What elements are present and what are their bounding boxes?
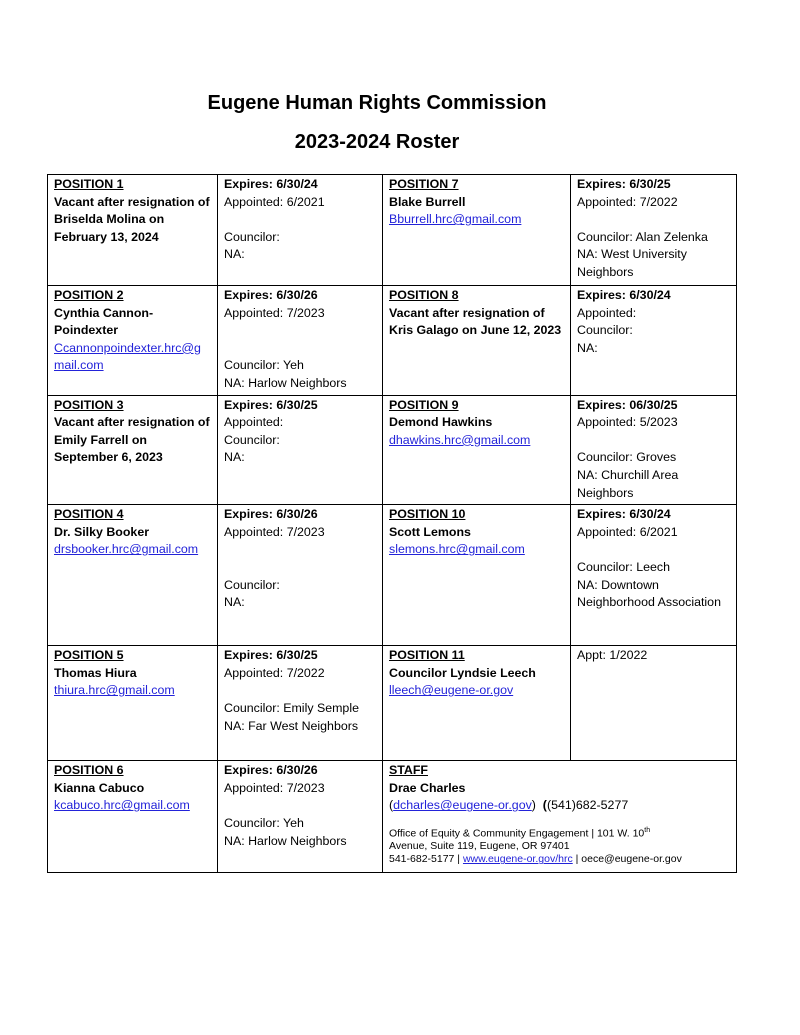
member-name: Vacant after resignation of Kris Galago on June 12, 2023 [389,305,562,338]
councilor-text: Councilor: Yeh [224,358,304,373]
na-text: NA: Downtown Neighborhood Association [577,577,721,610]
office-contact-line [389,853,730,866]
term-cell [571,175,737,286]
member-cell [383,175,571,286]
term-cell [571,505,737,646]
councilor-text: Councilor: Alan Zelenka [577,229,708,244]
na-text: NA: [224,450,245,465]
table-row [48,761,737,873]
position-label: POSITION 8 [389,288,459,302]
member-cell [48,646,218,761]
appointed-text: Appointed: 7/2022 [224,665,325,680]
office-email: | oece@eugene-or.gov [575,853,682,866]
member-cell [383,395,571,505]
staff-phone: (541)682-5277 [546,798,629,813]
table-row [48,646,737,761]
member-cell [48,505,218,646]
councilor-text: Councilor: Yeh [224,815,304,830]
staff-cell [383,761,737,873]
councilor-text: Councilor: [577,323,633,338]
member-email-link[interactable]: lleech@eugene-or.gov [389,683,514,698]
expires-text: Expires: 6/30/24 [577,507,671,522]
member-email-link[interactable]: kcabuco.hrc@gmail.com [54,798,190,813]
position-label: POSITION 2 [54,288,124,302]
appointed-text: Appointed: [577,305,637,320]
member-name: Dr. Silky Booker [54,524,150,539]
staff-heading: STAFF [389,763,428,778]
term-cell [218,175,383,286]
councilor-text: Councilor: [224,432,280,447]
appointed-text: Appt: 1/2022 [577,648,648,663]
office-phone: 541-682-5177 | [389,853,461,866]
page-subtitle: 2023-2024 Roster [294,131,460,153]
table-row [48,395,737,505]
member-name: Vacant after resignation of Briselda Molina on February 13, 2024 [54,194,210,244]
councilor-text: Councilor: Groves [577,450,677,465]
position-label: POSITION 3 [54,397,124,412]
expires-text: Expires: 6/30/26 [224,763,318,778]
na-text: NA: Harlow Neighbors [224,375,347,390]
office-address-line1: Office of Equity & Community Engagement | 101 W. 10th [389,826,651,840]
member-name: Demond Hawkins [389,415,493,430]
member-email-link[interactable]: thiura.hrc@gmail.com [54,683,175,698]
term-cell [218,646,383,761]
member-cell [383,646,571,761]
staff-name: Drae Charles [389,780,466,795]
expires-text: Expires: 6/30/24 [224,177,318,191]
member-name: Vacant after resignation of Emily Farrell on September 6, 2023 [54,415,210,465]
member-name: Thomas Hiura [54,665,137,680]
member-cell [48,175,218,286]
page-title: Eugene Human Rights Commission [207,92,547,114]
member-cell [48,395,218,505]
appointed-text: Appointed: 7/2023 [224,780,325,795]
position-label: POSITION 7 [389,177,459,191]
term-cell [571,286,737,396]
na-text: NA: [224,595,245,610]
member-email-link[interactable]: slemons.hrc@gmail.com [389,542,525,557]
expires-text: Expires: 6/30/25 [224,648,318,663]
member-name: Councilor Lyndsie Leech [389,665,536,680]
na-text: NA: Far West Neighbors [224,718,359,733]
term-cell [218,286,383,396]
expires-text: Expires: 6/30/25 [224,397,318,412]
councilor-text: Councilor: Leech [577,559,670,574]
member-name: Cynthia Cannon-Poindexter [54,305,154,338]
na-text: NA: Churchill Area Neighbors [577,467,679,500]
appointed-text: Appointed: 7/2022 [577,194,678,209]
roster-table [47,174,737,873]
na-text: NA: Harlow Neighbors [224,833,347,848]
office-website-link[interactable]: www.eugene-or.gov/hrc [462,853,573,866]
appointed-text: Appointed: 6/2021 [224,194,325,209]
office-address-line2: Avenue, Suite 119, Eugene, OR 97401 [389,840,570,853]
member-cell [383,505,571,646]
member-email-link[interactable]: dhawkins.hrc@gmail.com [389,432,531,447]
member-name: Scott Lemons [389,524,471,539]
term-cell [571,395,737,505]
member-name: Blake Burrell [389,194,466,209]
position-label: POSITION 5 [54,648,124,663]
position-label: POSITION 9 [389,397,459,412]
appointed-text: Appointed: 7/2023 [224,524,325,539]
expires-text: Expires: 6/30/25 [577,177,671,191]
position-label: POSITION 6 [54,763,124,778]
appointed-text: Appointed: 7/2023 [224,305,325,320]
councilor-text: Councilor: Emily Semple [224,700,359,715]
term-cell [218,761,383,873]
table-row [48,505,737,646]
expires-text: Expires: 6/30/24 [577,288,671,302]
position-label: POSITION 4 [54,507,124,522]
position-label: POSITION 11 [389,648,465,663]
staff-email-link[interactable]: dcharles@eugene-or.gov [393,798,532,813]
appointed-text: Appointed: 6/2021 [577,524,678,539]
na-text: NA: [577,340,598,355]
member-email-link[interactable]: Bburrell.hrc@gmail.com [389,212,522,227]
position-label: POSITION 1 [54,177,124,191]
na-text: NA: West University Neighbors [577,247,687,279]
councilor-text: Councilor: [224,577,280,592]
appointed-text: Appointed: [224,415,284,430]
expires-text: Expires: 6/30/26 [224,507,318,522]
table-row [48,175,737,286]
member-name: Kianna Cabuco [54,780,145,795]
term-cell [218,505,383,646]
expires-text: Expires: 06/30/25 [577,397,678,412]
appointed-text: Appointed: 5/2023 [577,415,678,430]
member-cell [48,761,218,873]
member-cell [383,286,571,396]
councilor-text: Councilor: [224,229,280,244]
term-cell [571,646,737,761]
position-label: POSITION 10 [389,507,466,522]
table-row [48,286,737,396]
term-cell [218,395,383,505]
staff-contact: (dcharles@eugene-or.gov) ((541)682-5277 [389,798,629,813]
member-email-link[interactable]: Ccannonpoindexter.hrc@gmail.com [54,340,201,373]
member-cell [48,286,218,396]
expires-text: Expires: 6/30/26 [224,288,318,302]
member-email-link[interactable]: drsbooker.hrc@gmail.com [54,542,199,557]
na-text: NA: [224,247,245,262]
